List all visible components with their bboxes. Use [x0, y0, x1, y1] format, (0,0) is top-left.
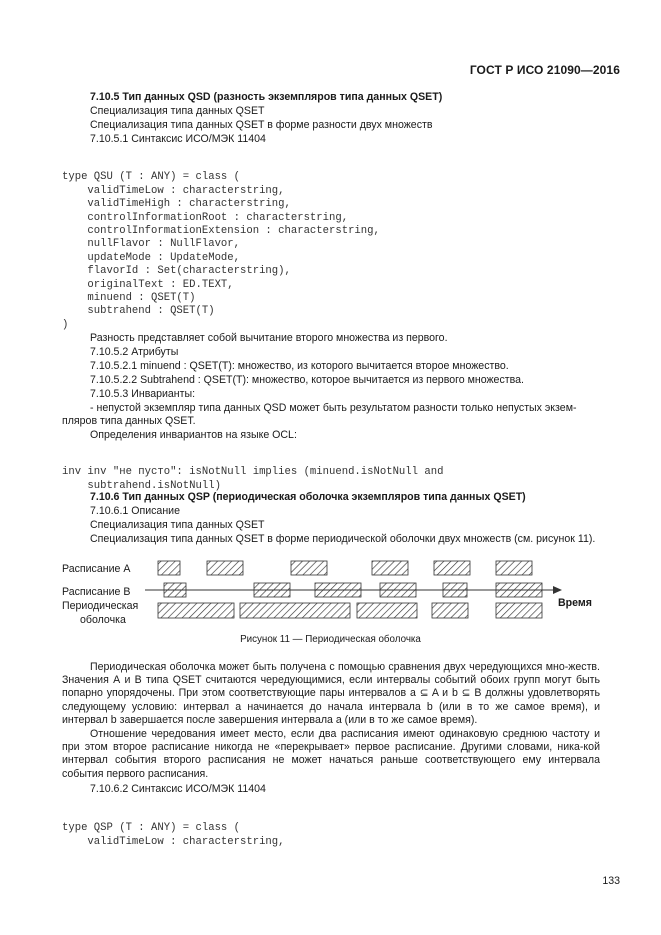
qsd-invariant-line1: - непустой экземпляр типа данных QSD может быть результатом разности только непустых экзем- — [90, 402, 577, 414]
qsd-attribute-subtrahend: 7.10.5.2.2 Subtrahend : QSET(T): множество, которое вычитается из первого множества. — [90, 374, 524, 386]
qsd-ocl-heading: Определения инвариантов на языке OCL: — [90, 429, 297, 441]
hull-interval — [496, 603, 542, 618]
schedule-a-interval — [207, 561, 243, 575]
qsd-invariant-line2: пляров типа данных QSET. — [62, 415, 196, 427]
schedule-a-interval — [496, 561, 532, 575]
schedule-b-interval — [315, 583, 361, 597]
schedule-b-interval — [496, 583, 542, 597]
hull-interval — [158, 603, 234, 618]
code-line: validTimeLow : characterstring, — [62, 835, 285, 848]
qsp-syntax-heading: 7.10.6.2 Синтаксис ИСО/МЭК 11404 — [90, 783, 266, 795]
page-number: 133 — [602, 875, 620, 887]
qsp-spec-line2: Специализация типа данных QSET в форме периодической оболочки двух множеств (см. рисунок 11). — [90, 533, 596, 545]
qsd-spec-line1: Специализация типа данных QSET — [90, 105, 265, 117]
code-line: validTimeLow : characterstring, — [62, 184, 285, 197]
code-line: flavorId : Set(characterstring), — [62, 265, 291, 278]
hull-interval — [357, 603, 417, 618]
figure-caption: Рисунок 11 — Периодическая оболочка — [240, 634, 421, 645]
code-line: type QSP (T : ANY) = class ( — [62, 822, 241, 835]
label-hull-line2: оболочка — [80, 614, 126, 626]
periodic-hull-diagram — [0, 552, 661, 632]
qsp-description-heading: 7.10.6.1 Описание — [90, 505, 180, 517]
schedule-a-interval — [158, 561, 180, 575]
code-line: inv inv "не пусто": isNotNull implies (minuend.isNotNull and — [62, 466, 444, 479]
code-block-qsd — [62, 158, 380, 346]
code-line: ) — [62, 318, 69, 331]
qsd-attribute-minuend: 7.10.5.2.1 minuend : QSET(T): множество, из которого вычитается второе множество. — [90, 360, 509, 372]
section-title-qsp: 7.10.6 Тип данных QSP (периодическая оболочка экземпляров типа данных QSET) — [90, 491, 526, 503]
schedule-b-interval — [443, 583, 467, 597]
qsd-spec-line2: Специализация типа данных QSET в форме разности двух множеств — [90, 119, 433, 131]
schedule-a-interval — [291, 561, 327, 575]
qsp-spec-line1: Специализация типа данных QSET — [90, 519, 265, 531]
code-block-qsp — [62, 809, 285, 863]
code-line: originalText : ED.TEXT, — [62, 278, 234, 291]
label-hull-line1: Периодическая — [62, 600, 139, 612]
paragraph-alternation: Отношение чередования имеет место, если два расписания имеют одинаковую среднюю частоту и при этом второе расписание никогда не «перекрывает» первое расписание. Другими словами, ника-кой интервал события второго расписания не может начаться раньше соответствующего ему интервала события первого расписания. — [62, 728, 600, 780]
schedule-b-interval — [164, 583, 186, 597]
code-line: subtrahend.isNotNull) — [62, 479, 221, 492]
code-line: controlInformationRoot : characterstring, — [62, 211, 349, 224]
hull-interval — [432, 603, 468, 618]
code-line: type QSU (T : ANY) = class ( — [62, 171, 241, 184]
code-line: nullFlavor : NullFlavor, — [62, 238, 241, 251]
code-line: subtrahend : QSET(T) — [62, 305, 215, 318]
section-title-qsd: 7.10.5 Тип данных QSD (разность экземпляров типа данных QSET) — [90, 91, 443, 103]
label-schedule-b: Расписание В — [62, 586, 131, 598]
schedule-b-interval — [254, 583, 290, 597]
qsd-description: Разность представляет собой вычитание второго множества из первого. — [90, 332, 448, 344]
code-line: updateMode : UpdateMode, — [62, 251, 241, 264]
time-arrow-icon — [553, 586, 562, 594]
schedule-a-interval — [372, 561, 408, 575]
paragraph-hull-definition: Периодическая оболочка может быть получена с помощью сравнения двух чередующихся мно-жеств. Значения А и В типа QSET считаются чередующимися, если интервалы событий обоих групп могут быть попарно упорядочены. При этом соответствующие пары интервалов a ⊆ A и b ⊆ B должны удовлетворять следующему условию: интервал a начинается до начала интервала b (или в то же самое время), и интервал b завершается после завершения интервала a (или в то же самое время). — [62, 661, 600, 726]
label-schedule-a: Расписание А — [62, 563, 131, 575]
time-axis-label: Время — [558, 597, 592, 609]
document-header: ГОСТ Р ИСО 21090—2016 — [469, 63, 620, 77]
qsd-invariants-heading: 7.10.5.3 Инварианты: — [90, 388, 196, 400]
schedule-b-interval — [380, 583, 416, 597]
qsd-syntax-heading: 7.10.5.1 Синтаксис ИСО/МЭК 11404 — [90, 133, 266, 145]
schedule-a-interval — [434, 561, 470, 575]
qsd-attributes-heading: 7.10.5.2 Атрибуты — [90, 346, 179, 358]
code-line: minuend : QSET(T) — [62, 292, 196, 305]
code-line: controlInformationExtension : characterstring, — [62, 225, 380, 238]
hull-interval — [240, 603, 350, 618]
code-line: validTimeHigh : characterstring, — [62, 198, 291, 211]
